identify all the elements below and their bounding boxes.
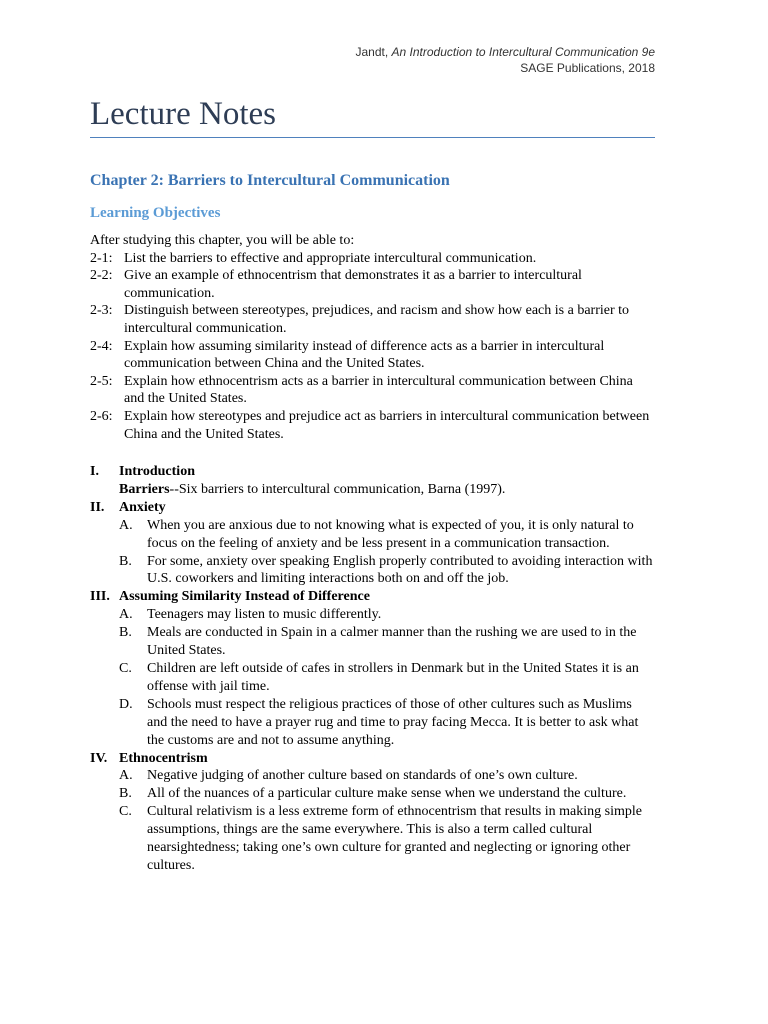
section-body (90, 481, 655, 499)
objective-item (90, 338, 655, 373)
header-book-title: An Introduction to Intercultural Communication 9e (391, 45, 655, 59)
section-title: Anxiety (119, 499, 166, 515)
outline-section-assuming-similarity (90, 588, 655, 606)
objective-text: Give an example of ethnocentrism that demonstrates it as a barrier to intercultural communication. (124, 268, 582, 301)
objective-number: 2-2: (90, 268, 113, 284)
objective-text: Explain how assuming similarity instead of difference acts as a barrier in intercultural communication between China and the United States. (124, 338, 605, 372)
item-text: Cultural relativism is a less extreme form of ethnocentrism that results in making simple assumptions, things are the same everywhere. This is also a term called cultural nearsightedness; taking one’s own culture for granted and neglecting or ignoring other cultures. (147, 804, 642, 873)
header-publisher: SAGE Publications, 2018 (520, 61, 655, 75)
item-text: For some, anxiety over speaking English properly contributed to avoiding interaction with U.S. coworkers and limiting interactions both on and off the job. (147, 553, 653, 587)
item-text: Meals are conducted in Spain in a calmer manner than the rushing we are used to in the United States. (147, 625, 637, 659)
section-number: II. (90, 499, 105, 515)
bold-term: Barriers (119, 481, 170, 497)
section-number: III. (90, 589, 110, 605)
objective-number: 2-5: (90, 373, 113, 389)
item-text: When you are anxious due to not knowing what is expected of you, it is only natural to focus on the feeling of anxiety and be less present in a communication transaction. (147, 517, 634, 551)
item-text: Schools must respect the religious practices of those of other cultures such as Muslims and the need to have a prayer rug and time to pray facing Mecca. It is better to ask what the customs are and not to assume anything. (147, 696, 639, 748)
objective-item (90, 302, 655, 337)
item-text: All of the nuances of a particular culture make sense when we understand the culture. (147, 786, 627, 802)
header-citation (90, 44, 655, 60)
objective-item (90, 373, 655, 408)
outline-item (90, 624, 655, 660)
item-letter: D. (119, 696, 133, 712)
item-letter: C. (119, 804, 132, 820)
page-header (90, 44, 655, 76)
objective-number: 2-3: (90, 303, 113, 319)
learning-objectives (90, 232, 655, 443)
item-letter: C. (119, 660, 132, 676)
chapter-heading: Chapter 2: Barriers to Intercultural Communication (90, 172, 450, 189)
section-number: I. (90, 464, 99, 479)
section-number: IV. (90, 750, 108, 766)
item-letter: A. (119, 517, 133, 533)
item-letter: B. (119, 553, 132, 569)
objective-text: Distinguish between stereotypes, prejudices, and racism and show how each is a barrier to intercultural communication. (124, 303, 630, 336)
outline-item (90, 517, 655, 553)
objective-text: Explain how stereotypes and prejudice act as barriers in intercultural communication between China and the United States. (124, 408, 650, 442)
outline-section-introduction (90, 463, 655, 481)
outline-item (90, 696, 655, 750)
outline-section-ethnocentrism (90, 750, 655, 768)
outline-item (90, 767, 655, 785)
item-letter: A. (119, 768, 133, 784)
objective-number: 2-1: (90, 250, 113, 266)
section-title: Assuming Similarity Instead of Difference (119, 589, 370, 605)
item-text: Negative judging of another culture based on standards of one’s own culture. (147, 768, 578, 784)
title-rule (90, 137, 655, 138)
objective-text: Explain how ethnocentrism acts as a barrier in intercultural communication between China and the United States. (124, 373, 633, 407)
objective-text: List the barriers to effective and appropriate intercultural communication. (124, 250, 537, 266)
item-letter: A. (119, 607, 133, 623)
objective-number: 2-4: (90, 338, 113, 354)
section-body-text: --Six barriers to intercultural communication, Barna (1997). (169, 481, 506, 497)
outline-item (90, 660, 655, 696)
item-text: Teenagers may listen to music differently. (147, 607, 382, 623)
outline-item (90, 803, 655, 875)
item-letter: B. (119, 786, 132, 802)
learning-objectives-heading: Learning Objectives (90, 205, 221, 221)
outline-item (90, 553, 655, 589)
outline-item (90, 606, 655, 624)
objective-item (90, 408, 655, 443)
objective-item (90, 250, 655, 268)
outline-section-anxiety (90, 499, 655, 517)
section-title: Ethnocentrism (119, 750, 208, 766)
objective-item (90, 267, 655, 302)
outline-item (90, 785, 655, 803)
header-author: Jandt, (355, 45, 392, 59)
lecture-outline (90, 463, 655, 875)
objective-number: 2-6: (90, 408, 113, 424)
section-title: Introduction (119, 464, 195, 479)
item-letter: B. (119, 625, 132, 641)
page-title: Lecture Notes (90, 96, 276, 132)
item-text: Children are left outside of cafes in strollers in Denmark but in the United States it is an offense with jail time. (147, 660, 639, 694)
objectives-intro: After studying this chapter, you will be able to: (90, 233, 355, 248)
